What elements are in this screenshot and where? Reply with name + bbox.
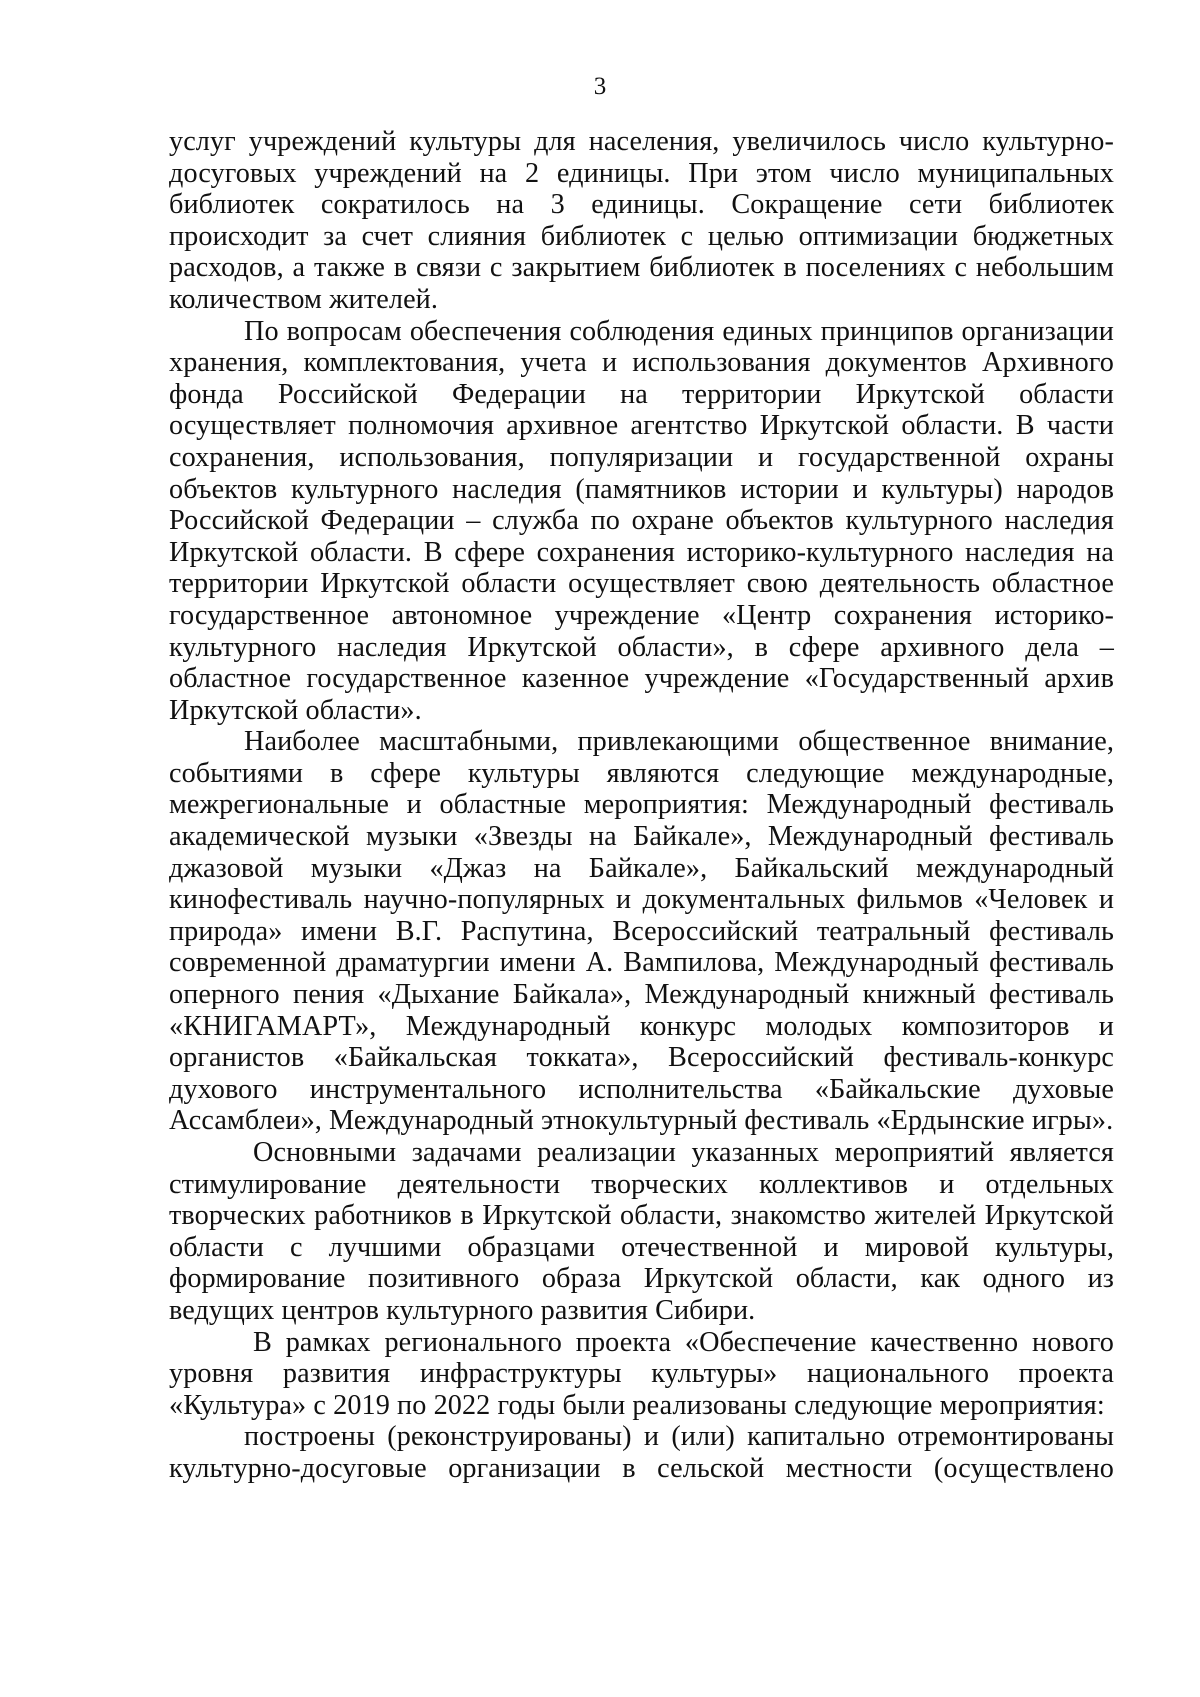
paragraph-regional-project: В рамках регионального проекта «Обеспечение качественно нового уровня развития инфраструктуры культуры» национального проекта «Культура» с 2019 по 2022 годы были реализованы следующие мероприятия: — [169, 1326, 1114, 1421]
paragraph-library-network: услуг учреждений культуры для населения, увеличилось число культурно-досуговых учреждений на 2 единицы. При этом число муниципальных библиотек сократилось на 3 единицы. Сокращение сети библиотек происходит за счет слияния библиотек с целью оптимизации бюджетных расходов, а также в связи с закрытием библиотек в поселениях с небольшим количеством жителей. — [169, 126, 1114, 315]
paragraph-construction: построены (реконструированы) и (или) капитально отремонтированы культурно-досуговые организации в сельской местности (осуществлено — [169, 1421, 1114, 1484]
page-number: 3 — [593, 73, 607, 100]
document-body — [169, 126, 1114, 1485]
paragraph-event-goals: Основными задачами реализации указанных мероприятий является стимулирование деятельности творческих коллективов и отдельных творческих работников в Иркутской области, знакомство жителей Иркутской области с лучшими образцами отечественной и мировой культуры, формирование позитивного образа Иркутской области, как одного из ведущих центров культурного развития Сибири. — [169, 1137, 1114, 1326]
paragraph-archive-heritage: По вопросам обеспечения соблюдения единых принципов организации хранения, комплектования, учета и использования документов Архивного фонда Российской Федерации на территории Иркутской области осуществляет полномочия архивное агентство Иркутской области. В части сохранения, использования, популяризации и государственной охраны объектов культурного наследия (памятников истории и культуры) народов Российской Федерации – служба по охране объектов культурного наследия Иркутской области. В сфере сохранения историко-культурного наследия на территории Иркутской области осуществляет свою деятельность областное государственное автономное учреждение «Центр сохранения историко-культурного наследия Иркутской области», в сфере архивного дела – областное государственное казенное учреждение «Государственный архив Иркутской области». — [169, 315, 1114, 726]
paragraph-cultural-events: Наиболее масштабными, привлекающими общественное внимание, событиями в сфере культуры являются следующие международные, межрегиональные и областные мероприятия: Международный фестиваль академической музыки «Звезды на Байкале», Международный фестиваль джазовой музыки «Джаз на Байкале», Байкальский международный кинофестиваль научно-популярных и документальных фильмов «Человек и природа» имени В.Г. Распутина, Всероссийский театральный фестиваль современной драматургии имени А. Вампилова, Международный фестиваль оперного пения «Дыхание Байкала», Международный книжный фестиваль «КНИГАМАРТ», Международный конкурс молодых композиторов и органистов «Байкальская токката», Всероссийский фестиваль-конкурс духового инструментального исполнительства «Байкальские духовые Ассамблеи», Международный этнокультурный фестиваль «Ердынские игры». — [169, 726, 1114, 1137]
